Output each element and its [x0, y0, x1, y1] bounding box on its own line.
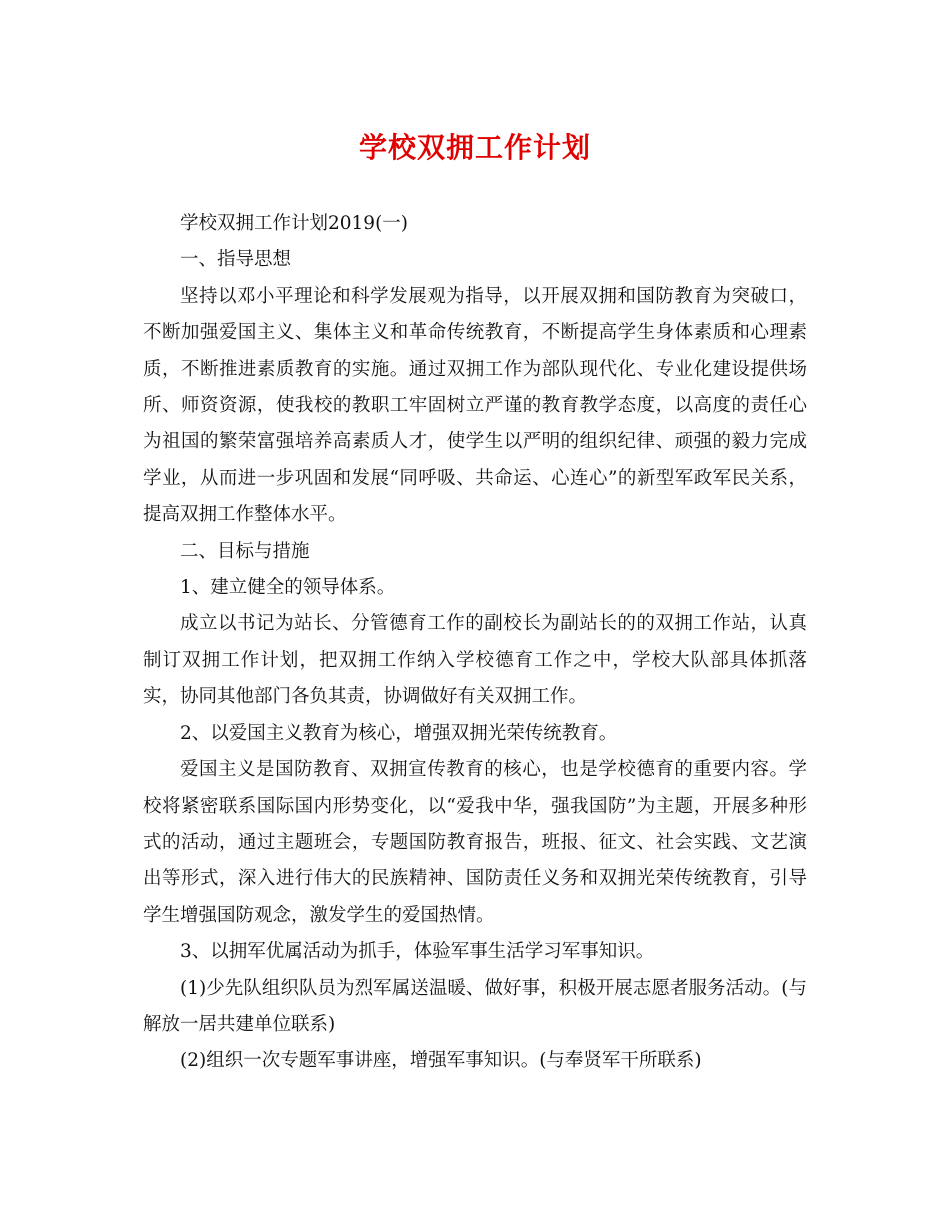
document-body [143, 206, 807, 1080]
paragraph-patriotism: 爱国主义是国防教育、双拥宣传教育的核心，也是学校德育的重要内容。学校将紧密联系国际国内形势变化，以“爱我中华，强我国防”为主题，开展多种形式的活动，通过主题班会，专题国防教育报告，班报、征文、社会实践、文艺演出等形式，深入进行伟大的民族精神、国防责任义务和双拥光荣传统教育，引导学生增强国防观念，激发学生的爱国热情。 [143, 759, 807, 926]
paragraph-activity-2: (2)组织一次专题军事讲座，增强军事知识。(与奉贤军干所联系) [180, 1050, 702, 1072]
item-heading-military-activities: 3、以拥军优属活动为抓手，体验军事生活学习军事知识。 [180, 941, 655, 963]
paragraph-leadership: 成立以书记为站长、分管德育工作的副校长为副站长的的双拥工作站，认真制订双拥工作计划，把双拥工作纳入学校德育工作之中，学校大队部具体抓落实，协同其他部门各负其责，协调做好有关双拥工作。 [143, 613, 807, 708]
document-title: 学校双拥工作计划 [358, 131, 591, 164]
paragraph-activity-1: (1)少先队组织队员为烈军属送温暖、做好事，积极开展志愿者服务活动。(与解放一居共建单位联系) [143, 977, 807, 1035]
item-heading-patriotism: 2、以爱国主义教育为核心，增强双拥光荣传统教育。 [180, 722, 618, 744]
paragraph-guiding-ideology: 坚持以邓小平理论和科学发展观为指导，以开展双拥和国防教育为突破口，不断加强爱国主义、集体主义和革命传统教育，不断提高学生身体素质和心理素质，不断推进素质教育的实施。通过双拥工作为部队现代化、专业化建设提供场所、师资资源，使我校的教职工牢固树立严谨的教育教学态度，以高度的责任心为祖国的繁荣富强培养高素质人才，使学生以严明的组织纪律、顽强的毅力完成学业，从而进一步巩固和发展“同呼吸、共命运、心连心”的新型军政军民关系，提高双拥工作整体水平。 [143, 285, 807, 526]
section-heading-guiding-ideology: 一、指导思想 [180, 249, 292, 271]
section-heading-goals-measures: 二、目标与措施 [180, 540, 310, 562]
paragraph-subtitle: 学校双拥工作计划2019(一) [180, 213, 409, 234]
item-heading-leadership: 1、建立健全的领导体系。 [180, 577, 396, 599]
